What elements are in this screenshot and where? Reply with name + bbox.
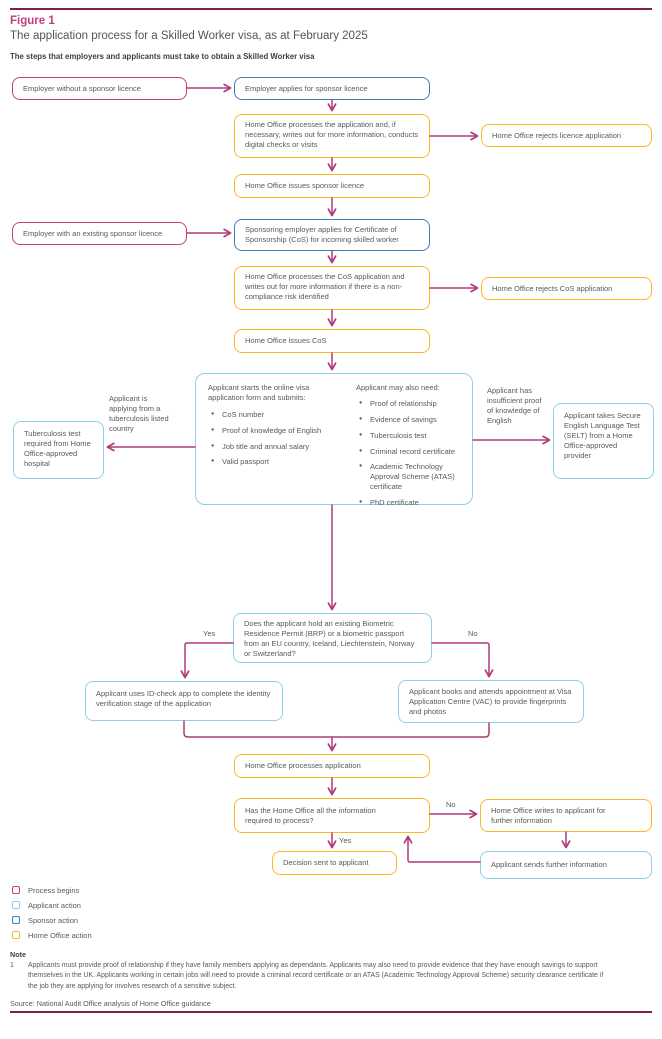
bullet-icon: ● — [211, 442, 215, 449]
bullet-icon: ● — [211, 426, 215, 433]
legend-label: Applicant action — [28, 900, 81, 910]
note-text: Applicants must provide proof of relationship if they have family members applying as dependants. Applicants may also need to provide evidence that they have enough savings to support themselves in the UK. Applicants working in certain jobs will need to provide a criminal record certificate or an ATAS (Academic Technology Approval Scheme) security clearance certificate if the job they are applying for involves research of a sensitive subject. — [28, 962, 604, 990]
bullet-item — [356, 399, 474, 409]
bullet-item — [356, 447, 474, 457]
bullet-item — [208, 426, 344, 436]
visa-form-bullets — [208, 410, 344, 468]
applicant-action-swatch-icon — [12, 901, 20, 909]
also-need-bullets — [356, 399, 474, 508]
bullet-text: PhD certificate — [370, 498, 419, 508]
node-label: Employer applies for sponsor licence — [245, 83, 368, 93]
node-label: Home Office rejects licence application — [492, 130, 622, 140]
process-begins-swatch-icon — [12, 886, 20, 894]
node-label: Home Office writes to applicant for further information — [491, 806, 606, 825]
node-ho-processes-cos — [234, 266, 430, 310]
home-office-action-swatch-icon — [12, 931, 20, 939]
edge-label-english-condition: Applicant has insufficient proof of knowledge of English — [487, 386, 542, 425]
edge-label-brp-yes: Yes — [203, 629, 216, 638]
node-label: Sponsoring employer applies for Certificate of Sponsorship (CoS) for incoming skilled worker — [245, 225, 399, 244]
node-ho-processes-licence — [234, 114, 430, 158]
node-label: Applicant books and attends appointment at Visa Application Centre (VAC) to provide fingerprints and photos — [409, 687, 572, 716]
arrow-return-further-info — [408, 837, 480, 862]
bullet-text: Valid passport — [222, 457, 269, 467]
bullet-item — [208, 457, 344, 467]
legend-label: Home Office action — [28, 930, 92, 940]
node-id-check — [85, 681, 283, 721]
bullet-icon: ● — [359, 463, 363, 470]
node-sponsor-applies-cos — [234, 219, 430, 251]
bullet-icon: ● — [359, 447, 363, 454]
bullet-item — [356, 498, 474, 508]
bullet-item — [356, 415, 474, 425]
edge-label-info-yes: Yes — [339, 836, 352, 845]
node-employer-existing-licence — [12, 222, 187, 245]
node-decision-sent — [272, 851, 397, 875]
node-label: Applicant takes Secure English Language Test (SELT) from a Home Office-approved provider — [564, 411, 641, 460]
arrow-brp-yes — [185, 643, 233, 677]
bullet-icon: ● — [359, 499, 363, 506]
node-has-info-question — [234, 798, 430, 833]
node-label: Home Office processes application — [245, 761, 361, 771]
edge-label-info-no: No — [446, 800, 456, 809]
bullet-icon: ● — [359, 431, 363, 438]
bullet-text: Academic Technology Approval Scheme (ATAS) certificate — [370, 462, 455, 492]
node-label: Does the applicant hold an existing Biometric Residence Permit (BRP) or a biometric passport from an EU country, Iceland, Liechtenstein, Norway or Switzerland? — [244, 619, 415, 658]
node-label: Home Office issues sponsor licence — [245, 181, 365, 191]
bullet-text: CoS number — [222, 409, 265, 419]
node-label: Home Office processes the application and, if necessary, writes out for more information, conducts digital checks or visits — [245, 120, 419, 149]
bullet-text: Proof of knowledge of English — [222, 425, 322, 435]
node-ho-rejects-cos — [481, 277, 652, 300]
legend-item-applicant-action — [12, 900, 81, 910]
bullet-text: Tuberculosis test — [370, 430, 427, 440]
node-applicant-online-application — [195, 373, 473, 508]
bullet-icon: ● — [211, 458, 215, 465]
legend-label: Process begins — [28, 885, 80, 895]
figure-title: The application process for a Skilled Worker visa, as at February 2025 — [10, 30, 368, 42]
node-applicant-sends-info — [480, 851, 652, 879]
bullet-item — [208, 410, 344, 420]
bullet-item — [208, 442, 344, 452]
edge-label-brp-no: No — [468, 629, 478, 638]
node-label: Applicant uses ID-check app to complete the identity verification stage of the application — [96, 689, 271, 708]
node-label: Home Office processes the CoS application and writes out for more information if there is a non-compliance risk identified — [245, 272, 405, 301]
note-heading: Note — [10, 950, 26, 959]
node-selt — [553, 403, 654, 479]
bullet-text: Evidence of savings — [370, 414, 437, 424]
legend-item-process-begins — [12, 885, 79, 895]
also-need-column — [356, 383, 474, 508]
node-brp-question — [233, 613, 432, 663]
node-ho-rejects-licence — [481, 124, 652, 147]
connector-merge — [184, 721, 489, 737]
source-line: Source: National Audit Office analysis of Home Office guidance — [10, 999, 211, 1008]
arrow-brp-no — [432, 643, 489, 676]
bullet-text: Criminal record certificate — [370, 446, 456, 456]
figure-number: Figure 1 — [10, 15, 55, 27]
legend-label: Sponsor action — [28, 915, 79, 925]
node-ho-issues-cos — [234, 329, 430, 353]
node-label: Home Office issues CoS — [245, 336, 327, 346]
node-label: Applicant sends further information — [491, 860, 607, 870]
node-ho-issues-licence — [234, 174, 430, 198]
bullet-text: Job title and annual salary — [222, 441, 310, 451]
node-label: Employer with an existing sponsor licence — [23, 228, 163, 238]
node-tb-test — [13, 421, 104, 479]
node-vac-appointment — [398, 680, 584, 723]
visa-form-intro: Applicant starts the online visa application form and submits: — [208, 383, 310, 402]
figure-subtitle: The steps that employers and applicants must take to obtain a Skilled Worker visa — [10, 52, 315, 61]
node-label: Home Office rejects CoS application — [492, 283, 613, 293]
node-label: Employer without a sponsor licence — [23, 83, 141, 93]
node-ho-writes-applicant — [480, 799, 652, 832]
node-label: Tuberculosis test required from Home Office-approved hospital — [24, 429, 91, 468]
bottom-rule — [10, 1011, 652, 1013]
legend-item-sponsor-action — [12, 915, 78, 925]
bullet-item — [356, 431, 474, 441]
top-rule — [10, 8, 652, 10]
bullet-item — [356, 462, 474, 492]
bullet-text: Proof of relationship — [370, 398, 437, 408]
bullet-icon: ● — [359, 415, 363, 422]
bullet-icon: ● — [211, 410, 215, 417]
visa-form-column — [208, 383, 344, 495]
node-ho-processes-application — [234, 754, 430, 778]
note — [10, 961, 610, 992]
edge-label-tb-condition: Applicant is applying from a tuberculosis listed country — [109, 394, 169, 433]
node-label: Decision sent to applicant — [283, 858, 369, 868]
legend-item-home-office-action — [12, 930, 92, 940]
also-need-intro: Applicant may also need: — [356, 383, 440, 392]
bullet-icon: ● — [359, 399, 363, 406]
node-label: Has the Home Office all the information required to process? — [245, 806, 376, 825]
node-employer-without-licence — [12, 77, 187, 100]
note-number: 1 — [10, 962, 14, 969]
sponsor-action-swatch-icon — [12, 916, 20, 924]
node-employer-applies-licence — [234, 77, 430, 100]
